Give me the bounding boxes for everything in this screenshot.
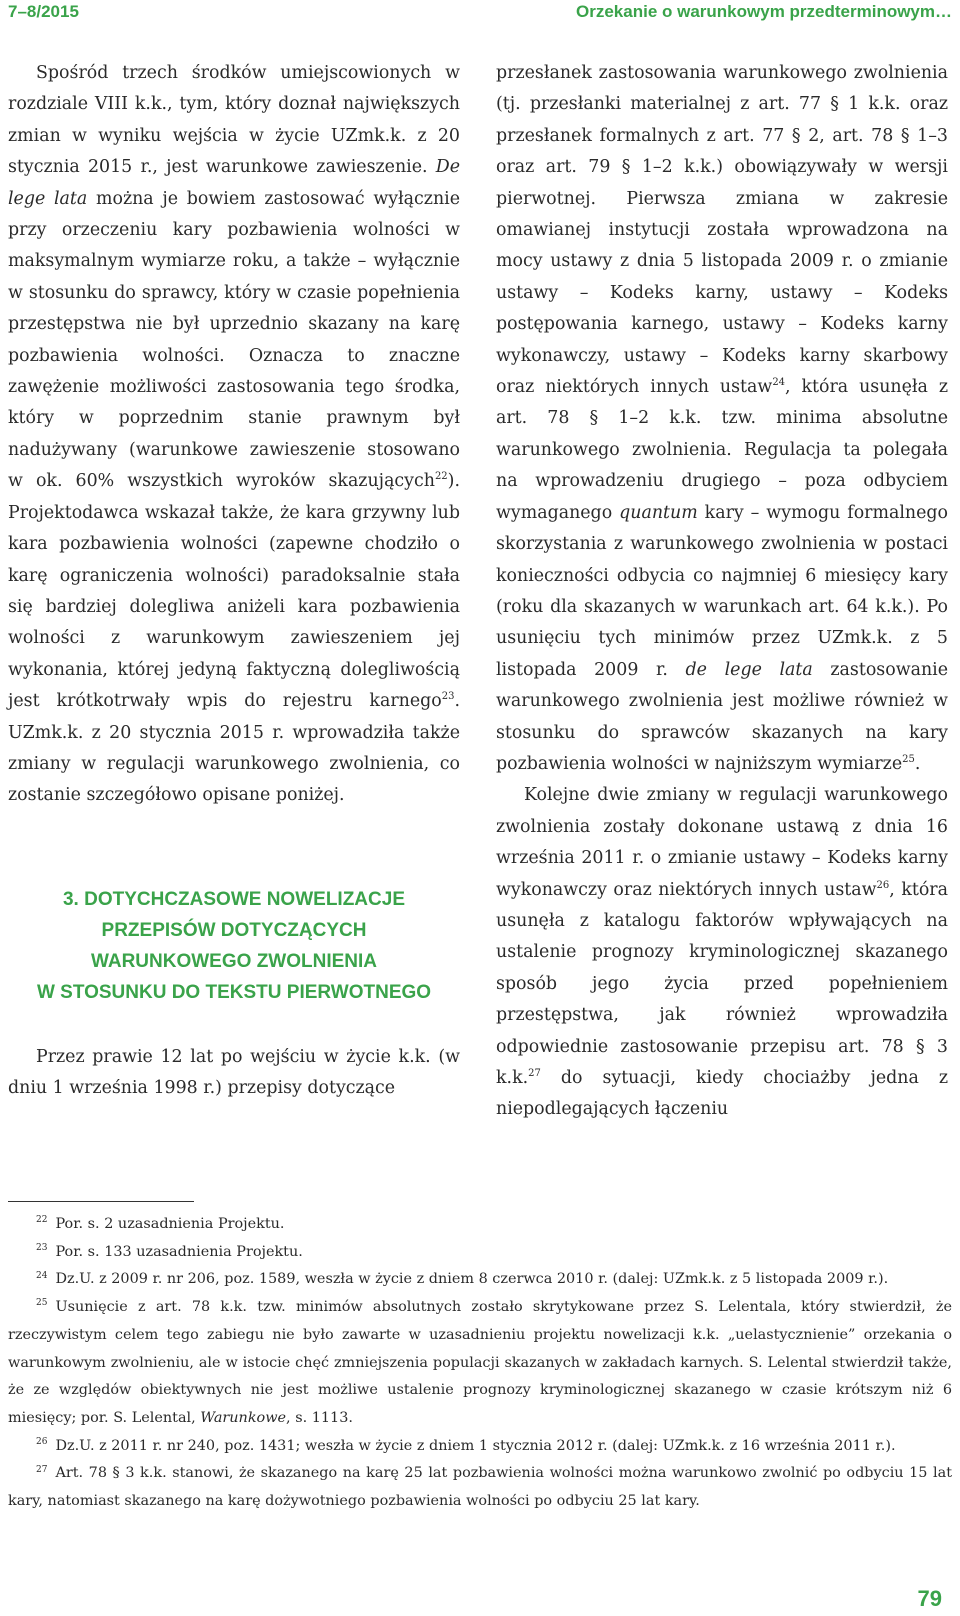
footnote-ref: 26 [876,879,890,891]
paragraph: przesłanek zastosowania warunkowego zwolnienia (tj. przesłanki materialnej z art. 77 § 1 k.k. oraz przesłanek formalnych z art. 77 § 2, art. 78 § 1–3 oraz art. 79 § 1–2 k.k.) obowiązywały w wersji pierwotnej. Pierwsza zmiana w zakresie omawianej instytucji została wprowadzona na mocy ustawy z dnia 5 listopada 2009 r. o zmianie ustawy – Kodeks karny, ustawy – Kodeks postępowania karnego, ustawy – Kodeks karny wykonawczy, ustawy – Kodeks karny skarbowy oraz niektórych innych ustaw$^{24}$, która usunęła z art. 78 § 1–2 k.k. tzw. minima absolutne warunkowego zwolnienia. Regulacja ta polegała na wprowadzeniu drugiego – poza odbyciem wymaganego quantum kary – wymogu formalnego skorzystania z warunkowego zwolnienia w postaci konieczności odbycia co najmniej 6 miesięcy kary (roku dla skazanych w warunkach art. 64 k.k.). Po usunięciu tych minimów przez UZmk.k. z 5 listopada 2009 r. de lege lata zastosowanie warunkowego zwolnienia jest możliwe również w stosunku do sprawców skazanych na kary pozbawienia wolności w najniższym wymiarze$^{25}$. [496,63,949,774]
left-column [8,58,460,1105]
footnote-ref: 22 [434,471,448,483]
footnote-separator [8,1201,194,1202]
right-column [496,58,948,1126]
footnote-ref: 25 [902,754,915,766]
footnote-25: $^{25}$ Usunięcie z art. 78 k.k. tzw. minimów absolutnych zostało skrytykowane przez S. Lelentala, który stwierdził, że rzeczywistym celem tego zabiegu nie było zawarte w uzasadnieniu projektu nowelizacji k.k. „uelastycznienie” orzekania o warunkowym zwolnieniu, ale w istocie chęć zmniejszenia populacji skazanych w zakładach karnych. S. Lelental stwierdził także, że ze względów obiektywnych nie jest możliwe ustalenie prognozy kryminologicznej skazanego w czasie krótszym niż 6 miesięcy; por. S. Lelental, Warunkowe, s. 1113. [8,1298,952,1426]
footnote-23: $^{23}$ Por. s. 133 uzasadnienia Projektu. [36,1242,303,1260]
footnote-26: $^{26}$ Dz.U. z 2011 r. nr 240, poz. 1431; weszła w życie z dniem 1 stycznia 2012 r. (dalej: UZmk.k. z 16 września 2011 r.). [36,1436,896,1454]
paragraph: Spośród trzech środków umiejscowionych w rozdziale VIII k.k., tym, który doznał największych zmian w wyniku wejścia w życie UZmk.k. z 20 stycznia 2015 r., jest warunkowe zawieszenie. De lege lata można je bowiem zastosować wyłącznie przy orzeczeniu kary pozbawienia wolności w maksymalnym wymiarze roku, a także – wyłącznie w stosunku do sprawcy, który w czasie popełnienia przestępstwa nie był uprzednio skazany na karę pozbawienia wolności. Oznacza to znaczne zawężenie możliwości zastosowania tego środka, który w poprzednim stanie prawnym był nadużywany (warunkowe zawieszenie stosowano w ok. 60% wszystkich wyroków skazujących$^{22}$). Projektodawca wskazał także, że kara grzywny lub kara pozbawienia wolności (zapewne chodziło o karę ograniczenia wolności) paradoksalnie stała się bardziej dolegliwa aniżeli kara pozbawienia wolności z warunkowym zawieszeniem jej wykonania, której jedyną faktyczną dolegliwością jest krótkotrwały wpis do rejestru karnego$^{23}$. UZmk.k. z 20 stycznia 2015 r. wprowadziła także zmiany w regulacji warunkowego zwolnienia, co zostanie szczegółowo opisane poniżej. [8,63,461,806]
issue-number: 7–8/2015 [8,2,79,21]
footnote-ref: 27 [528,1068,541,1080]
section-heading: 3. DOTYCHCZASOWE NOWELIZACJE PRZEPISÓW DOTYCZĄCYCH WARUNKOWEGO ZWOLNIENIA W STOSUNKU DO TEKSTU PIERWOTNEGO [36,888,432,1003]
footnote-ref: 24 [772,377,786,389]
running-title: Orzekanie o warunkowym przedterminowym… [576,2,952,21]
footnote-ref: 23 [441,691,455,703]
footnote-22: $^{22}$ Por. s. 2 uzasadnienia Projektu. [36,1215,285,1232]
footnote-24: $^{24}$ Dz.U. z 2009 r. nr 206, poz. 1589, weszła w życie z dniem 8 czerwca 2010 r. (dalej: UZmk.k. z 5 listopada 2009 r.). [36,1270,889,1288]
page-number: 79 [917,1586,942,1611]
paragraph: Kolejne dwie zmiany w regulacji warunkowego zwolnienia zostały dokonane ustawą z dnia 16 września 2011 r. o zmianie ustawy – Kodeks karny wykonawczy oraz niektórych innych ustaw$^{26}$, która usunęła z katalogu faktorów wpływających na ustalenie prognozy kryminologicznej skazanego sposób jego życia przed popełnieniem przestępstwa, jak również wprowadziła odpowiednie zastosowanie przepisu art. 78 § 3 k.k.$^{27}$ do sytuacji, kiedy chociażby jedna z niepodlegających łączeniu [496,785,948,1120]
footnotes [8,1211,952,1516]
running-header [0,0,960,26]
footnote-27: $^{27}$ Art. 78 § 3 k.k. stanowi, że skazanego na karę 25 lat pozbawienia wolności można warunkowo zwolnić po odbyciu 15 lat kary, natomiast skazanego na karę dożywotniego pozbawienia wolności po odbyciu 25 lat kary. [8,1464,952,1510]
paragraph: Przez prawie 12 lat po wejściu w życie k.k. (w dniu 1 września 1998 r.) przepisy dotyczące [8,1046,460,1099]
